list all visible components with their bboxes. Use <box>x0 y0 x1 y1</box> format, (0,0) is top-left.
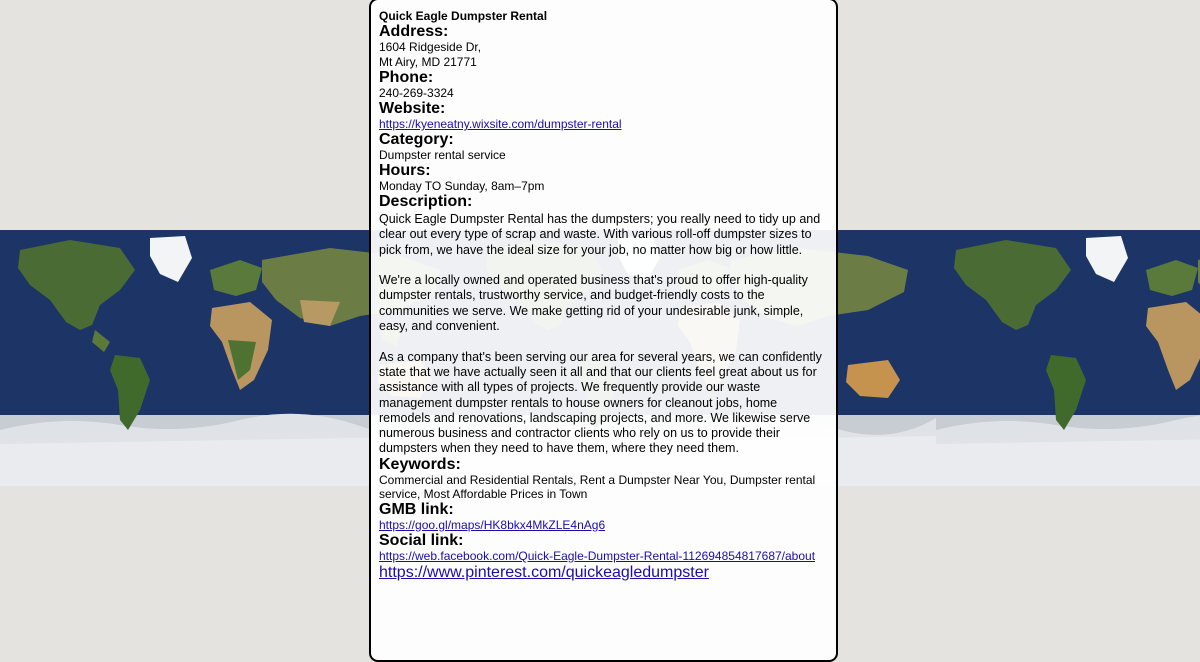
address-line-1: 1604 Ridgeside Dr, <box>379 40 482 54</box>
keywords-heading: Keywords: <box>379 455 461 473</box>
facebook-link[interactable]: https://web.facebook.com/Quick-Eagle-Dumpster-Rental-112694854817687/about <box>379 548 816 563</box>
description-paragraph-2: We're a locally owned and operated business that's proud to offer high-quality dumpster rentals, trustworthy service, and budget-friendly costs to the communities we serve. We make getting rid of your undesirable junk, simple, easy, and convenient. <box>379 273 808 334</box>
website-link[interactable]: https://kyeneatny.wixsite.com/dumpster-rental <box>379 117 622 131</box>
hours-heading: Hours: <box>379 162 431 179</box>
business-name: Quick Eagle Dumpster Rental <box>379 9 548 23</box>
world-map-tile <box>936 230 1200 486</box>
phone-number: 240-269-3324 <box>379 86 454 100</box>
category-value: Dumpster rental service <box>379 148 506 162</box>
hours-value: Monday TO Sunday, 8am–7pm <box>379 179 545 193</box>
gmb-heading: GMB link: <box>379 500 454 518</box>
description-paragraph-1: Quick Eagle Dumpster Rental has the dumpsters; you really need to tidy up and clear out every type of scrap and waste. With various roll-off dumpster sizes to pick from, we have the ideal size for your job, no matter how big or how little. <box>379 212 821 257</box>
description-paragraph-3: As a company that's been serving our area for several years, we can confidently state that we have actually seen it all and that our clients feel great about us for assistance with all types of projects. We frequently provide our waste management dumpster rentals to house owners for cleanout jobs, home remodels and renovations, landscaping projects, and more. We likewise serve numerous business and contractor clients who rely on us to provide their dumpsters when they need to have them, where they need them. <box>379 349 822 456</box>
phone-heading: Phone: <box>379 69 434 86</box>
address-line-2: Mt Airy, MD 21771 <box>379 55 477 69</box>
keywords-value: Commercial and Residential Rentals, Rent a Dumpster Near You, Dumpster rental service, Most Affordable Prices in Town <box>379 472 816 501</box>
social-heading: Social link: <box>379 531 464 549</box>
pinterest-link[interactable]: https://www.pinterest.com/quickeagledumpster <box>379 563 709 581</box>
address-heading: Address: <box>379 23 449 40</box>
category-heading: Category: <box>379 131 454 148</box>
description-body <box>379 212 828 457</box>
description-heading: Description: <box>379 193 473 210</box>
website-heading: Website: <box>379 100 446 117</box>
business-info-card <box>369 0 838 662</box>
gmb-link[interactable]: https://goo.gl/maps/HK8bkx4MkZLE4nAg6 <box>379 517 606 532</box>
